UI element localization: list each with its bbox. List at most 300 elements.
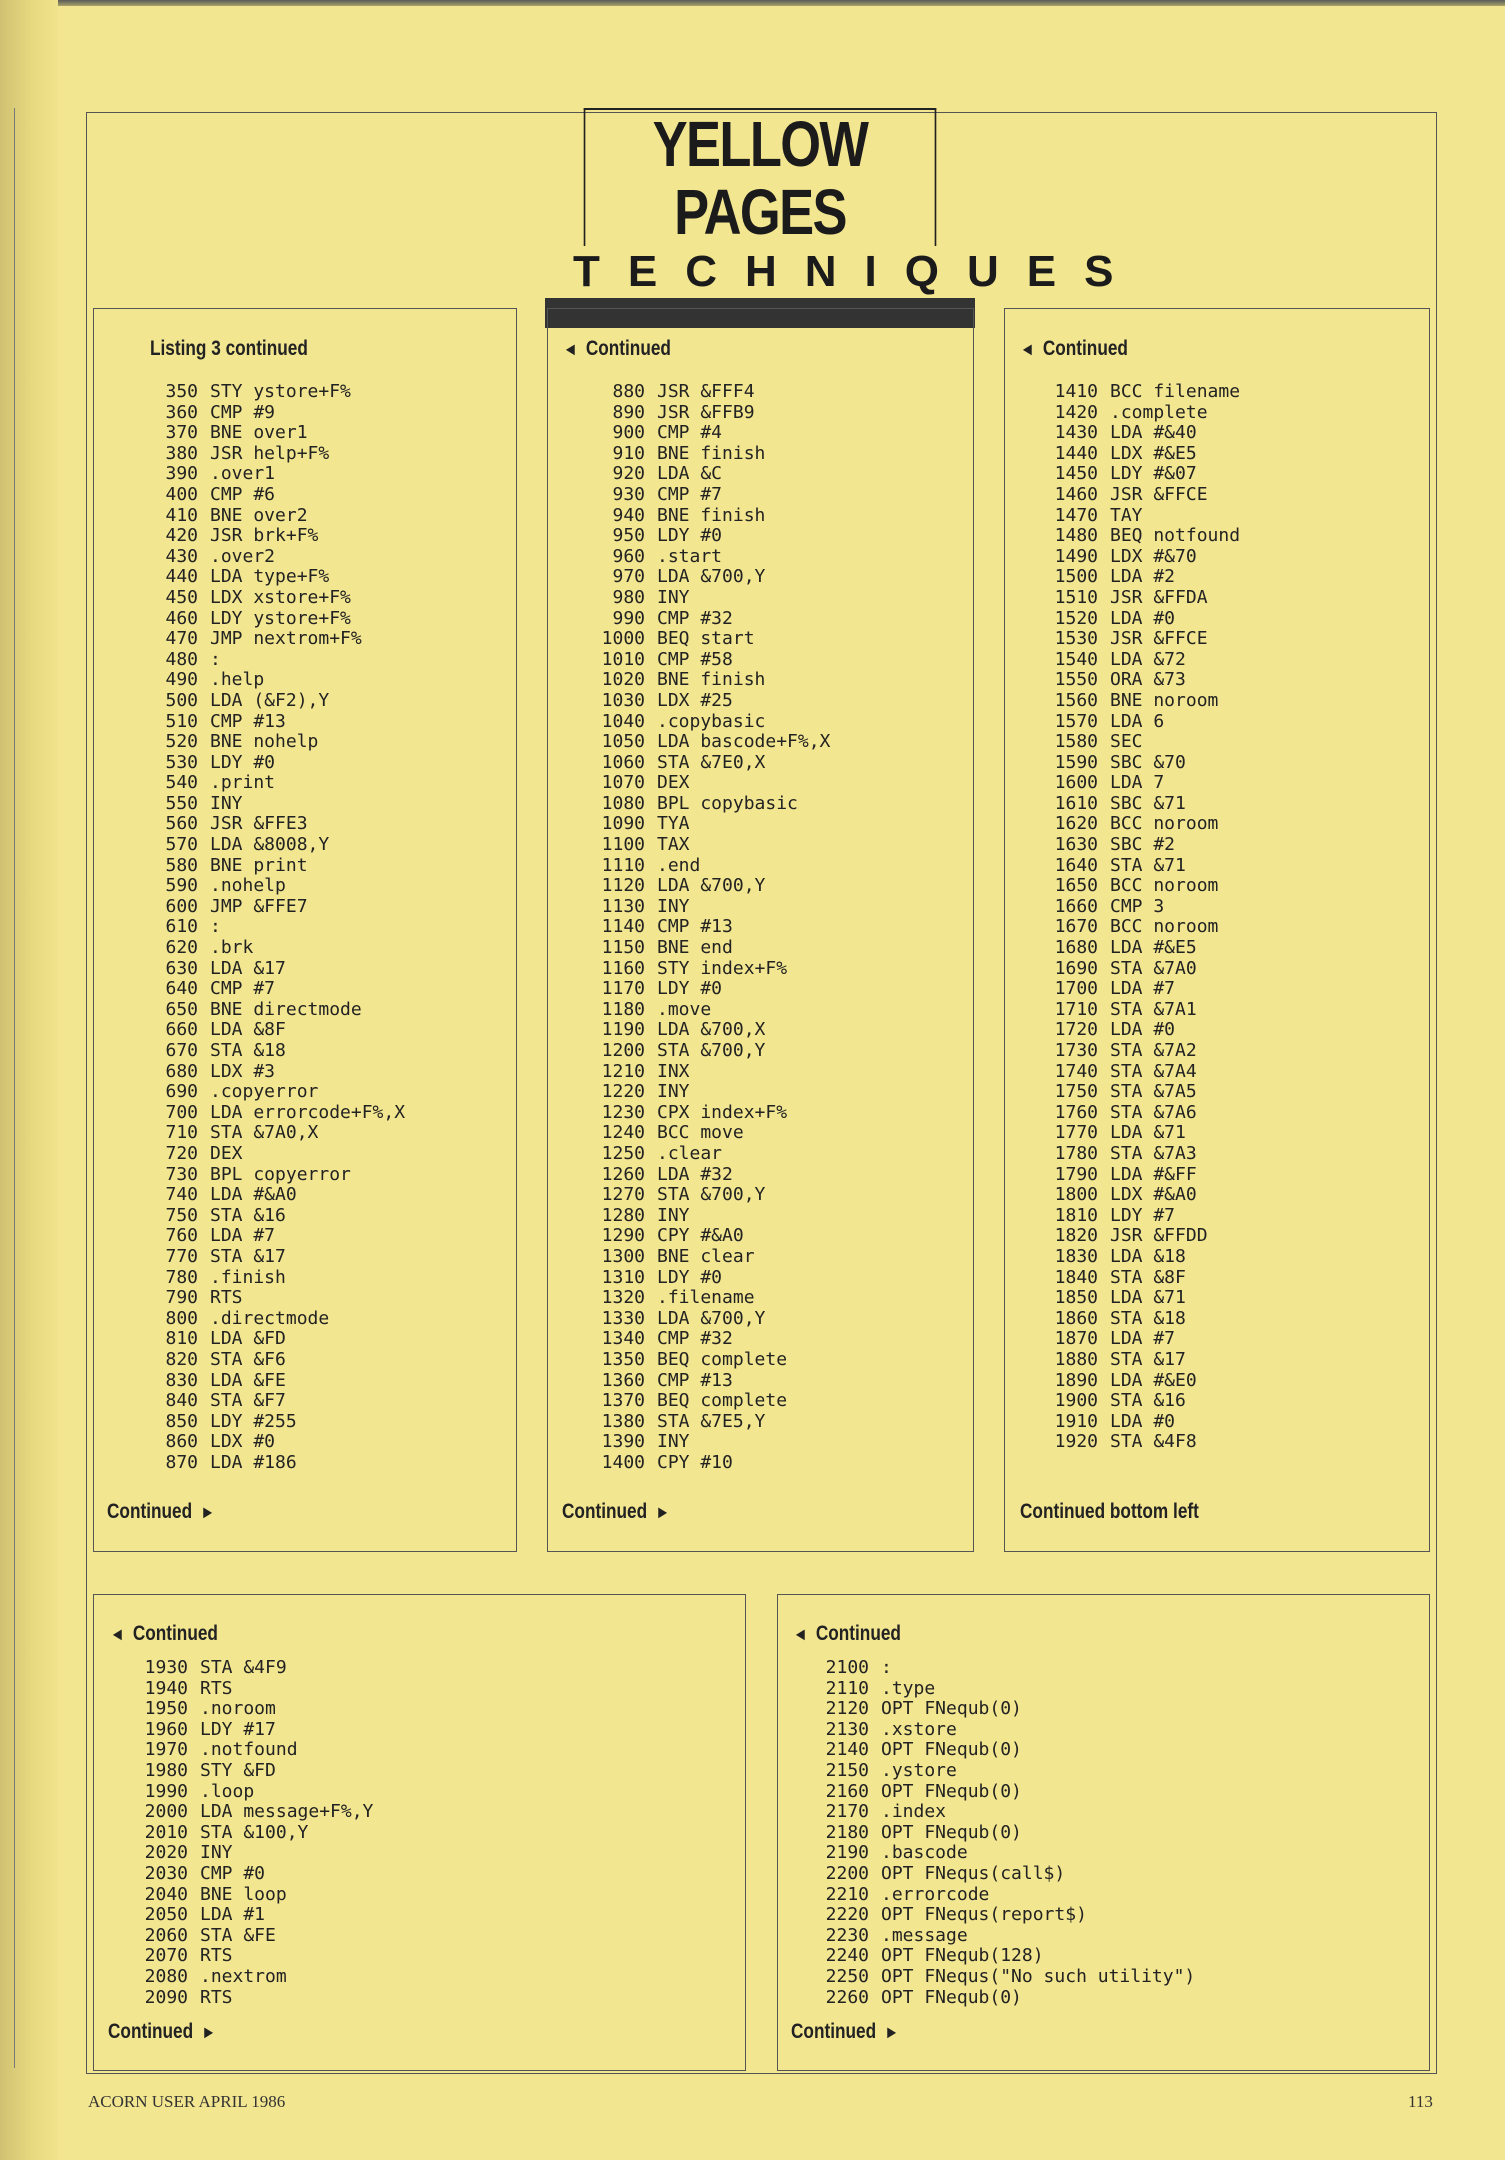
code-line [811,1988,1195,2009]
code-line [140,547,405,568]
line-number: 510 [165,710,198,732]
line-number: 820 [165,1348,198,1370]
line-number: 390 [165,463,198,485]
code-listing [1040,382,1240,1453]
line-code: STA &7A2 [1110,1040,1197,1061]
line-number: 1920 [1054,1431,1098,1453]
line-number: 1710 [1054,998,1098,1020]
code-line [130,1885,373,1906]
code-line [587,485,830,506]
code-line [140,423,405,444]
code-line [140,1144,405,1165]
line-code: LDA &71 [1110,1122,1186,1144]
line-number: 1180 [601,998,645,1020]
code-line [811,1782,1195,1803]
code-line [587,835,830,856]
line-number: 2240 [825,1945,869,1967]
line-code: BCC noroom [1110,813,1219,835]
line-number: 810 [165,1328,198,1350]
line-code: CMP #9 [210,401,276,423]
line-code: STA &4F8 [1110,1431,1197,1453]
code-line [140,1432,405,1453]
code-line [140,917,405,938]
line-number: 610 [165,916,198,938]
line-number: 580 [165,854,198,876]
code-line [587,629,830,650]
code-line [130,1658,373,1679]
line-code: .notfound [200,1739,298,1761]
line-code: RTS [200,1986,233,2008]
line-code: STA &7A0 [1110,957,1197,979]
line-code: CMP #4 [657,422,723,444]
code-line [140,670,405,691]
line-number: 870 [165,1451,198,1473]
line-number: 890 [612,401,645,423]
line-number: 350 [165,381,198,402]
line-number: 1830 [1054,1245,1098,1267]
section-header [545,108,1142,296]
line-number: 1240 [601,1122,645,1144]
code-line [811,1679,1195,1700]
code-line [1040,897,1240,918]
code-line [587,1432,830,1453]
code-line [140,1309,405,1330]
line-code: STA &700,Y [657,1184,766,1206]
line-number: 2220 [825,1904,869,1926]
code-line [1040,1226,1240,1247]
line-number: 1340 [601,1328,645,1350]
line-code: STA &7E0,X [657,751,766,773]
line-number: 1250 [601,1142,645,1164]
line-code: LDA #0 [1110,607,1176,629]
code-line [140,1000,405,1021]
line-code: LDA &17 [210,957,286,979]
line-number: 1880 [1054,1348,1098,1370]
line-code: BNE clear [657,1245,755,1267]
line-code: STA &FE [200,1924,276,1946]
line-number: 660 [165,1019,198,1041]
section-subtitle: TECHNIQUES [573,247,1142,296]
line-number: 1350 [601,1348,645,1370]
arrow-left-icon: ◄ [563,339,578,359]
line-code: CMP #0 [200,1862,266,1884]
section-title: YELLOW PAGES [584,108,937,246]
code-line [587,1412,830,1433]
line-number: 2080 [144,1965,188,1987]
line-number: 1390 [601,1431,645,1453]
line-number: 2070 [144,1945,188,1967]
line-number: 1890 [1054,1369,1098,1391]
line-number: 460 [165,607,198,629]
panel-heading [110,1622,218,1646]
code-line [130,1843,373,1864]
code-line [1040,794,1240,815]
code-line [1040,1185,1240,1206]
continued-text: Continued [791,2020,877,2043]
code-line [140,1206,405,1227]
line-number: 1650 [1054,875,1098,897]
code-line [587,1453,830,1474]
line-number: 750 [165,1204,198,1226]
code-line [140,814,405,835]
code-line [587,712,830,733]
code-line [140,753,405,774]
code-line [140,609,405,630]
line-code: .over1 [210,463,276,485]
line-code: : [210,648,221,670]
line-code: LDA &700,Y [657,566,766,588]
line-number: 530 [165,751,198,773]
line-code: LDX #0 [210,1431,276,1453]
code-line [1040,629,1240,650]
line-code: CMP #32 [657,607,733,629]
line-number: 740 [165,1184,198,1206]
code-line [140,403,405,424]
line-code: LDA #&E5 [1110,937,1197,959]
line-code: STA &7A1 [1110,998,1197,1020]
line-number: 930 [612,483,645,505]
continued-label [1020,1500,1199,1524]
code-line [1040,732,1240,753]
line-number: 1610 [1054,792,1098,814]
line-code: CMP #7 [657,483,723,505]
line-code: JMP nextrom+F% [210,628,362,650]
continued-text: Continued bottom left [1020,1500,1199,1523]
line-code: STY &FD [200,1759,276,1781]
line-code: TYA [657,813,690,835]
line-code: : [210,916,221,938]
code-line [587,609,830,630]
code-line [1040,1309,1240,1330]
code-line [1040,712,1240,733]
code-line [130,1720,373,1741]
line-number: 690 [165,1081,198,1103]
code-line [587,1329,830,1350]
line-code: INX [657,1060,690,1082]
code-line [1040,547,1240,568]
line-code: STA &8F [1110,1266,1186,1288]
code-line [587,1103,830,1124]
code-line [1040,1123,1240,1144]
continued-text: Continued [108,2020,194,2043]
panel-heading [563,337,671,361]
line-code: LDA &FE [210,1369,286,1391]
line-code: BNE finish [657,504,766,526]
line-code: .bascode [881,1842,968,1864]
line-code: JSR &FFDD [1110,1225,1208,1247]
line-code: LDY #0 [657,978,723,1000]
line-number: 780 [165,1266,198,1288]
line-code: .copyerror [210,1081,319,1103]
line-number: 1660 [1054,895,1098,917]
code-line [140,691,405,712]
line-code: LDA &700,Y [657,875,766,897]
line-number: 2050 [144,1904,188,1926]
line-number: 680 [165,1060,198,1082]
code-line [1040,1371,1240,1392]
code-line [130,1761,373,1782]
code-line [811,1946,1195,1967]
line-number: 570 [165,834,198,856]
line-code: LDA #&E0 [1110,1369,1197,1391]
code-line [587,423,830,444]
code-line [587,1041,830,1062]
line-number: 1720 [1054,1019,1098,1041]
line-number: 1050 [601,731,645,753]
line-code: JSR brk+F% [210,525,319,547]
code-line [140,588,405,609]
line-code: .errorcode [881,1883,990,1905]
line-code: JSR &FFF4 [657,381,755,402]
line-code: LDA 6 [1110,710,1165,732]
line-number: 2210 [825,1883,869,1905]
code-line [130,1905,373,1926]
code-line [587,506,830,527]
line-number: 540 [165,772,198,794]
line-code: CPY #10 [657,1451,733,1473]
line-code: .xstore [881,1718,957,1740]
line-number: 1630 [1054,834,1098,856]
line-number: 2010 [144,1821,188,1843]
line-number: 860 [165,1431,198,1453]
line-code: LDA #2 [1110,566,1176,588]
line-code: CMP #7 [210,978,276,1000]
code-line [587,753,830,774]
line-number: 1620 [1054,813,1098,835]
line-number: 1730 [1054,1040,1098,1061]
line-number: 1870 [1054,1328,1098,1350]
line-code: .filename [657,1287,755,1309]
code-line [140,1412,405,1433]
line-code: BNE print [210,854,308,876]
line-code: BNE noroom [1110,689,1219,711]
line-code: SBC #2 [1110,834,1176,856]
line-code: STY index+F% [657,957,788,979]
line-code: STA &7A5 [1110,1081,1197,1103]
line-number: 490 [165,669,198,691]
line-code: LDY #7 [1110,1204,1176,1226]
code-line [1040,423,1240,444]
line-number: 990 [612,607,645,629]
line-number: 1850 [1054,1287,1098,1309]
line-code: LDA &8F [210,1019,286,1041]
code-line [1040,773,1240,794]
line-number: 720 [165,1142,198,1164]
code-line [1040,1432,1240,1453]
line-code: .help [210,669,265,691]
line-code: LDA #&A0 [210,1184,297,1206]
line-code: LDA &700,X [657,1019,766,1041]
arrow-left-icon: ◄ [793,1624,808,1644]
code-line [811,1802,1195,1823]
code-line [140,732,405,753]
line-code: INY [657,1431,690,1453]
code-line [140,650,405,671]
line-code: LDA 7 [1110,772,1165,794]
line-code: BCC noroom [1110,875,1219,897]
line-number: 2060 [144,1924,188,1946]
code-line [811,1658,1195,1679]
line-code: INY [657,586,690,608]
line-number: 1450 [1054,463,1098,485]
code-listing [130,1658,373,2008]
arrow-right-icon: ► [884,2022,899,2042]
code-line [587,1371,830,1392]
line-number: 1170 [601,978,645,1000]
line-number: 2130 [825,1718,869,1740]
line-code: CMP #6 [210,483,276,505]
line-code: STA &F7 [210,1390,286,1412]
code-line [140,1371,405,1392]
line-code: LDA &FD [210,1328,286,1350]
line-code: LDX #&70 [1110,545,1197,567]
line-code: BEQ complete [657,1390,788,1412]
line-code: .move [657,998,712,1020]
panel-heading-text: Continued [815,1622,901,1645]
line-number: 1420 [1054,401,1098,423]
line-code: STA &16 [210,1204,286,1226]
code-line [587,1020,830,1041]
line-code: LDA #7 [1110,1328,1176,1350]
line-code: STA &7A3 [1110,1142,1197,1164]
line-code: BNE over2 [210,504,308,526]
line-number: 1930 [144,1657,188,1678]
code-line [587,1268,830,1289]
arrow-left-icon: ◄ [1020,339,1035,359]
line-number: 1670 [1054,916,1098,938]
line-number: 1980 [144,1759,188,1781]
code-line [140,444,405,465]
code-line [1040,1329,1240,1350]
line-number: 1860 [1054,1307,1098,1329]
line-code: LDA bascode+F%,X [657,731,831,753]
line-number: 440 [165,566,198,588]
code-line [1040,464,1240,485]
code-line [811,1823,1195,1844]
line-number: 1960 [144,1718,188,1740]
code-line [1040,917,1240,938]
line-number: 950 [612,525,645,547]
line-code: LDA errorcode+F%,X [210,1101,406,1123]
magazine-footer: ACORN USER APRIL 1986 [88,2092,286,2111]
arrow-left-icon: ◄ [110,1624,125,1644]
line-code: RTS [200,1677,233,1699]
line-number: 1440 [1054,442,1098,464]
line-code: .end [657,854,701,876]
line-number: 1600 [1054,772,1098,794]
line-number: 1370 [601,1390,645,1412]
code-line [1040,1247,1240,1268]
line-number: 730 [165,1163,198,1185]
code-line [140,1123,405,1144]
line-number: 1300 [601,1245,645,1267]
line-number: 1690 [1054,957,1098,979]
line-number: 2140 [825,1739,869,1761]
line-code: RTS [210,1287,243,1309]
arrow-right-icon: ► [655,1502,670,1522]
line-number: 630 [165,957,198,979]
line-number: 400 [165,483,198,505]
code-line [587,650,830,671]
line-code: LDY #17 [200,1718,276,1740]
code-line [140,526,405,547]
code-line [140,1268,405,1289]
code-line [140,567,405,588]
line-code: STA &100,Y [200,1821,309,1843]
line-number: 1480 [1054,525,1098,547]
code-line [811,1720,1195,1741]
code-line [1040,1350,1240,1371]
line-number: 1020 [601,669,645,691]
code-line [1040,1268,1240,1289]
code-line [140,506,405,527]
code-line [811,1926,1195,1947]
line-number: 1760 [1054,1101,1098,1123]
line-code: CMP #13 [210,710,286,732]
line-code: CMP #32 [657,1328,733,1350]
line-code: .start [657,545,723,567]
continued-label [108,2020,216,2044]
line-number: 500 [165,689,198,711]
line-number: 1560 [1054,689,1098,711]
line-code: .copybasic [657,710,766,732]
line-code: OPT FNequb(0) [881,1821,1022,1843]
line-number: 1310 [601,1266,645,1288]
line-code: CPX index+F% [657,1101,788,1123]
line-number: 1940 [144,1677,188,1699]
line-code: BEQ complete [657,1348,788,1370]
code-line [1040,403,1240,424]
code-line [140,464,405,485]
code-line [587,403,830,424]
line-number: 960 [612,545,645,567]
code-line [587,1000,830,1021]
line-code: BNE nohelp [210,731,319,753]
line-code: CMP #13 [657,916,733,938]
line-code: OPT FNequs("No such utility") [881,1965,1196,1987]
code-line [140,835,405,856]
line-code: CPY #&A0 [657,1225,744,1247]
line-number: 1090 [601,813,645,835]
code-line [140,712,405,733]
line-number: 1150 [601,937,645,959]
line-code: STA &F6 [210,1348,286,1370]
line-number: 1110 [601,854,645,876]
line-number: 520 [165,731,198,753]
line-code: BNE over1 [210,422,308,444]
line-code: LDA #186 [210,1451,297,1473]
code-line [130,1782,373,1803]
code-line [1040,526,1240,547]
line-number: 1510 [1054,586,1098,608]
code-line [587,1309,830,1330]
line-code: SBC &71 [1110,792,1186,814]
line-number: 1260 [601,1163,645,1185]
code-line [587,1391,830,1412]
code-line [587,691,830,712]
line-number: 1010 [601,648,645,670]
code-line [587,567,830,588]
line-number: 2030 [144,1862,188,1884]
line-code: .noroom [200,1698,276,1720]
code-line [811,1885,1195,1906]
line-number: 2180 [825,1821,869,1843]
line-code: OPT FNequs(report$) [881,1904,1087,1926]
line-code: TAY [1110,504,1143,526]
code-line [1040,588,1240,609]
code-line [140,1103,405,1124]
code-line [587,1082,830,1103]
